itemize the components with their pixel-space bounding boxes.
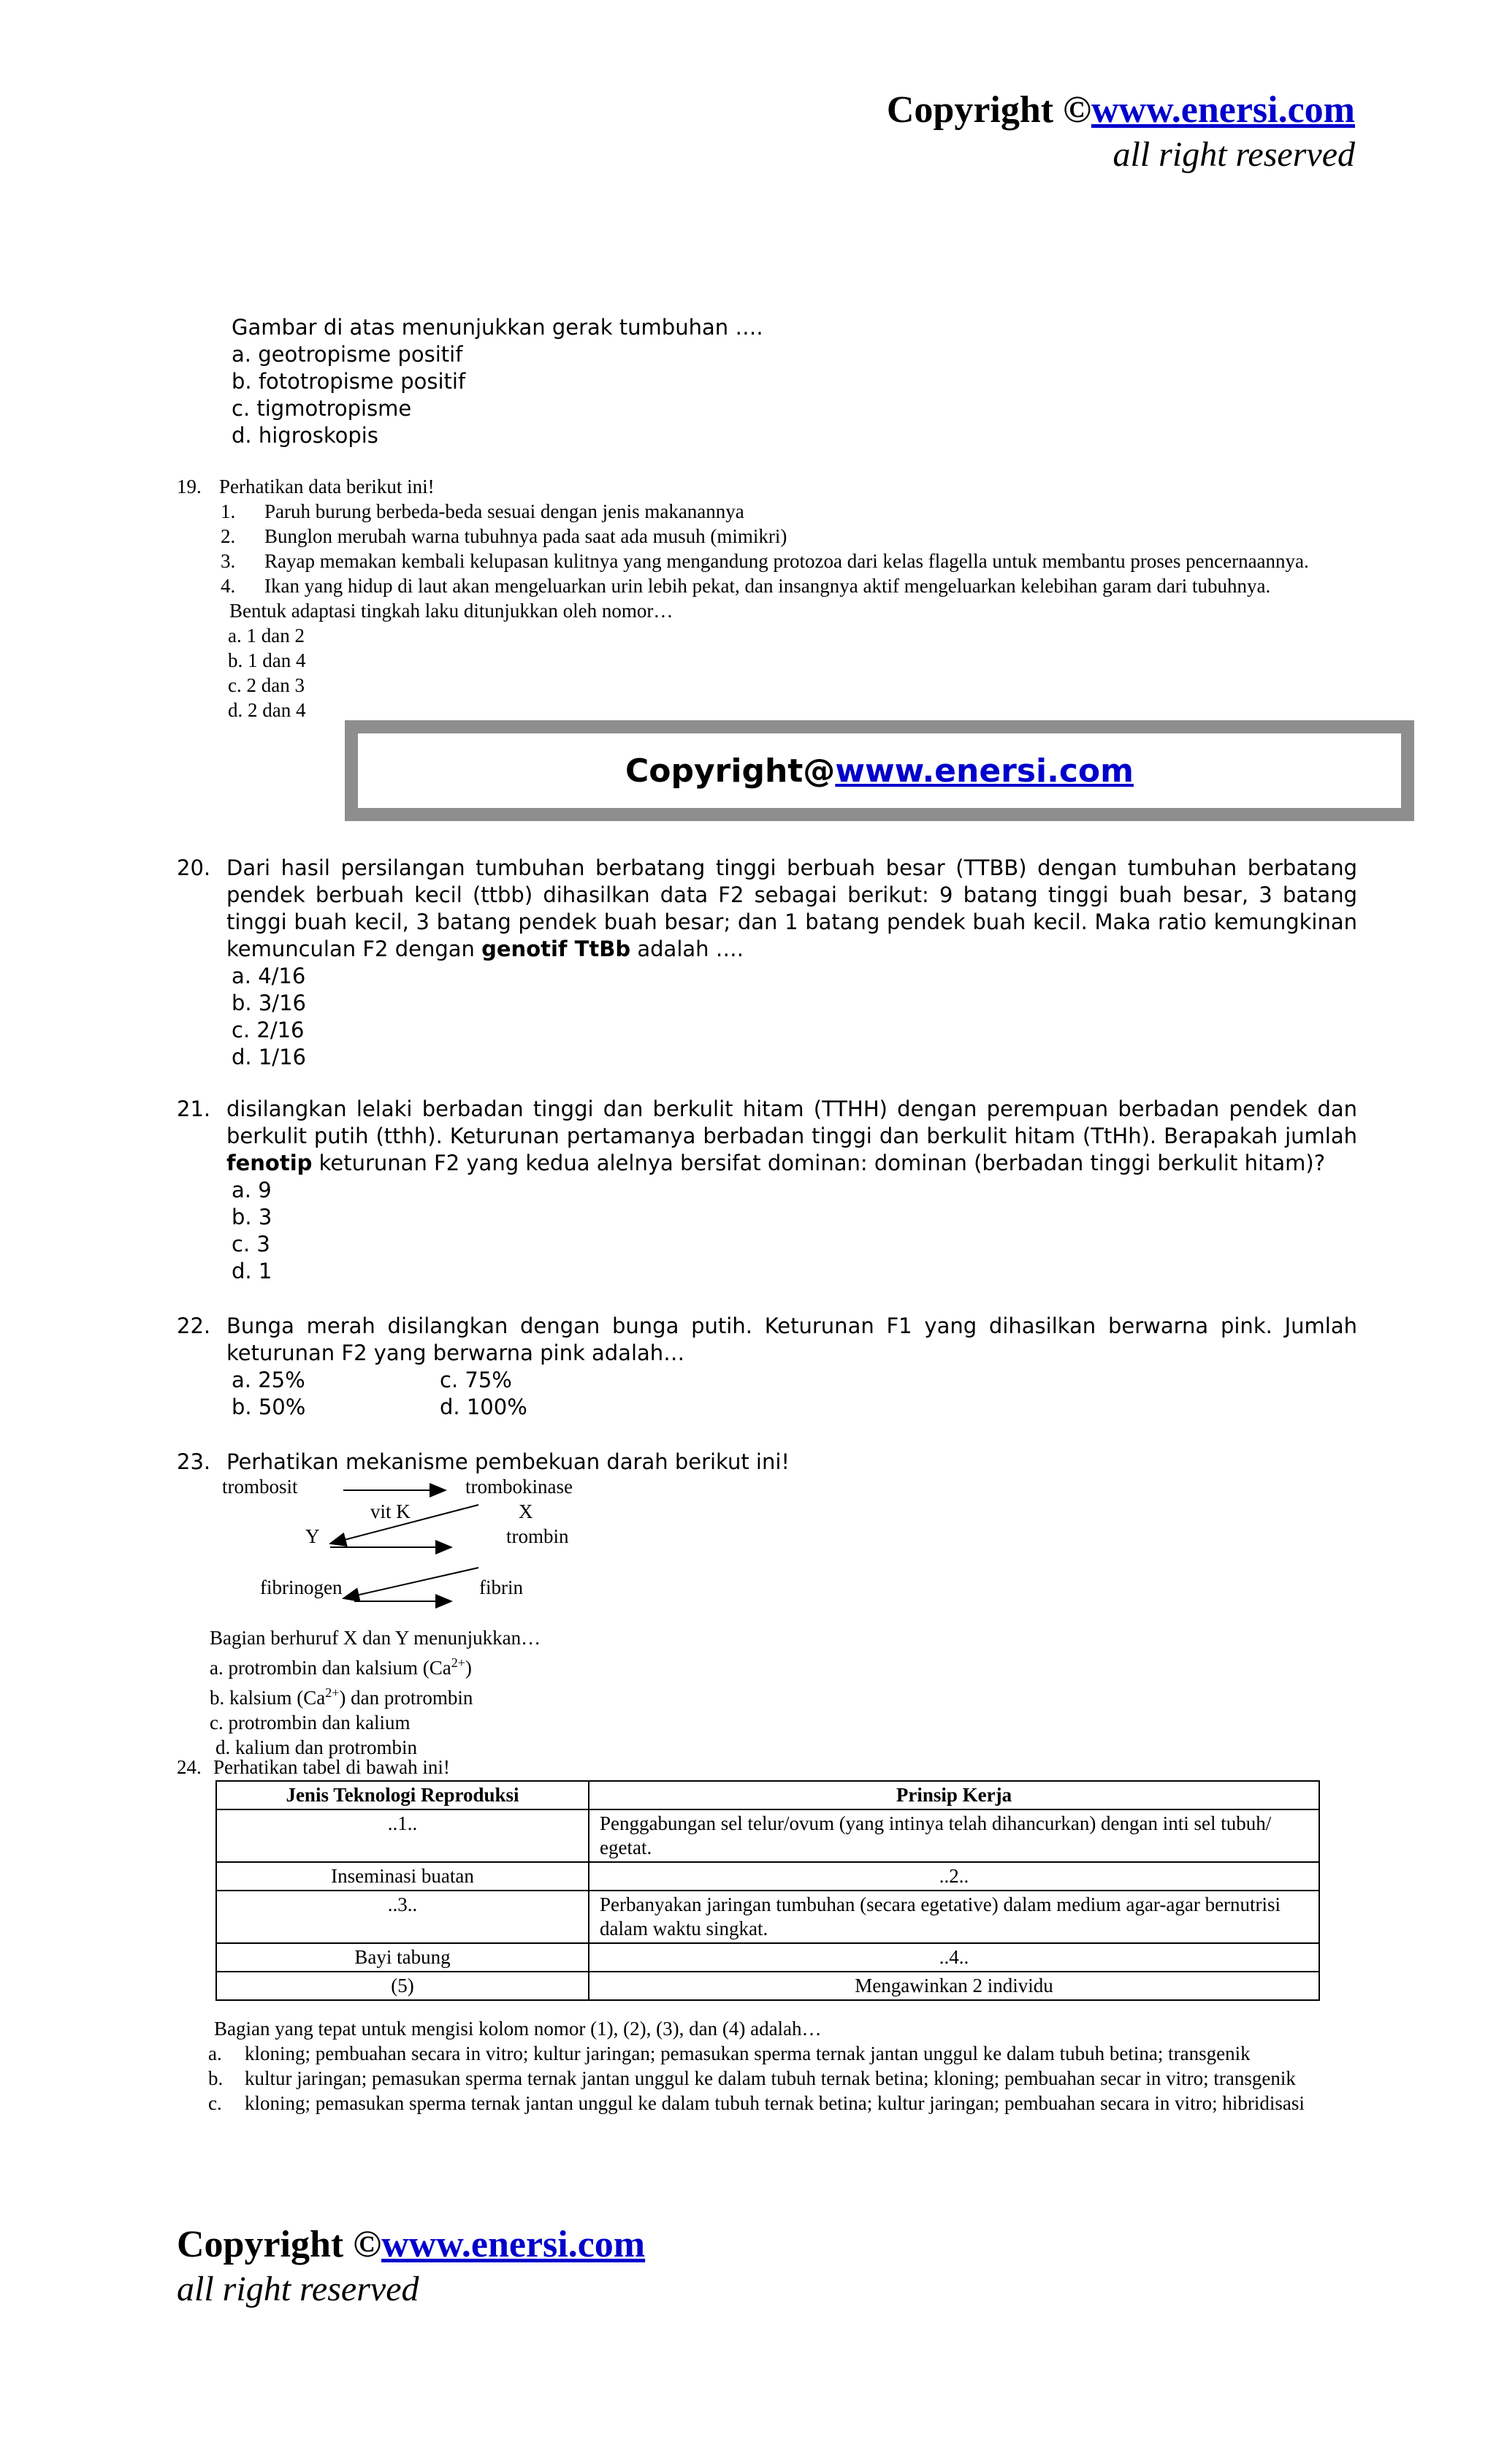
question-number: 23. (177, 1449, 211, 1474)
question-stem: Perhatikan data berikut ini! (219, 476, 435, 497)
option-c: c. protrombin dan kalium (210, 1712, 411, 1733)
table-cell: ..2.. (589, 1862, 1319, 1891)
label-trombokinase: trombokinase (465, 1476, 573, 1498)
table-cell: ..4.. (589, 1943, 1319, 1972)
option-d: d. 1 (232, 1259, 272, 1284)
table-row (216, 1809, 1319, 1862)
copyright-line: Copyright ©www.enersi.com (886, 89, 1355, 131)
option-c: c. tigmotropisme (232, 396, 412, 421)
list-item: 1. Paruh burung berbeda-beda sesuai dengan jenis makanannya (221, 500, 744, 522)
option-c: c. 2 dan 3 (228, 674, 305, 696)
option-b: b. kalsium $(Ca^{2+})$ dan protrombin (210, 1685, 473, 1709)
question-23-options (210, 1625, 541, 1760)
option-a: a. 1 dan 2 (228, 625, 305, 646)
question-24-stem (177, 1755, 450, 1780)
option-d: d. 2 dan 4 (228, 699, 306, 721)
table-cell: Inseminasi buatan (216, 1862, 589, 1891)
option-c: c. 75% (440, 1368, 512, 1392)
option-b: b. 50% (232, 1395, 306, 1419)
table-cell: Penggabungan sel telur/ovum (yang intinya telah dihancurkan) dengan inti sel tubuh/ egetat. (589, 1809, 1319, 1862)
header-copyright-top (887, 86, 1355, 175)
watermark-text: Copyright@ www.enersi.com (358, 733, 1401, 808)
table-cell: Perbanyakan jaringan tumbuhan (secara egetative) dalam medium agar-agar bernutrisi dalam waktu singkat. (589, 1891, 1319, 1943)
label-fibrinogen: fibrinogen (260, 1576, 343, 1598)
label-vitk: vit K (370, 1500, 411, 1522)
option-d: d. higroskopis (232, 423, 378, 448)
table-cell: Bayi tabung (216, 1943, 589, 1972)
table-row (216, 1862, 1319, 1891)
question-prompt: Bagian berhuruf X dan Y menunjukkan… (210, 1627, 541, 1649)
question-stem: disilangkan lelaki berbadan tinggi dan berkulit hitam (TTHH) dengan perempuan berbadan pendek dan berkulit putih (tthh). Keturunan pertamanya berbadan tinggi dan berkulit hitam (TtHh). Berapakah jumlah fenotip keturunan F2 yang kedua alelnya bersifat dominan: dominan (berbadan tinggi berkulit hitam)? (226, 1096, 1357, 1175)
table-cell: Mengawinkan 2 individu (589, 1972, 1319, 2000)
question-prompt: Bagian yang tepat untuk mengisi kolom nomor (1), (2), (3), dan (4) adalah… (214, 2018, 822, 2040)
question-24-options (208, 2016, 1357, 2116)
question-stem: Bunga merah disilangkan dengan bunga putih. Keturunan F1 yang dihasilkan berwarna pink. Jumlah keturunan F2 yang berwarna pink adalah… (226, 1313, 1357, 1365)
label-trombosit: trombosit (222, 1476, 298, 1498)
label-y: Y (305, 1525, 320, 1547)
options-row (232, 1367, 1357, 1394)
arrow-x-y (330, 1505, 478, 1544)
header-copyright-bottom (177, 2221, 645, 2310)
option-a: a. protrombin dan kalsium $(Ca^{2+})$ (210, 1655, 472, 1679)
rights-line: all right reserved (177, 2270, 419, 2308)
option-a: a. 25% (232, 1368, 305, 1392)
list-item: 2. Bunglon merubah warna tubuhnya pada saat ada musuh (mimikri) (221, 525, 787, 547)
question-number: 20. (177, 855, 211, 880)
table-cell: ..3.. (216, 1891, 589, 1943)
question-22 (177, 1313, 1357, 1421)
table-cell: (5) (216, 1972, 589, 2000)
reproduction-table (215, 1780, 1320, 2001)
question-stem: Perhatikan tabel di bawah ini! (213, 1756, 450, 1778)
list-item: 4. Ikan yang hidup di laut akan mengeluarkan urin lebih pekat, dan insangnya aktif mengeluarkan kelebihan garam dari tubuhnya. (221, 575, 1271, 597)
question-20 (177, 855, 1357, 1071)
label-trombin: trombin (506, 1525, 569, 1547)
question-stem: Perhatikan mekanisme pembekuan darah berikut ini! (226, 1449, 790, 1474)
watermark-link[interactable]: www.enersi.com (835, 752, 1134, 790)
option-d: d. 1/16 (232, 1045, 306, 1069)
option-d: d. kalium dan protrombin (215, 1736, 417, 1758)
enersi-link[interactable]: www.enersi.com (1091, 89, 1355, 131)
column-header: Jenis Teknologi Reproduksi (216, 1781, 589, 1809)
table-header-row (216, 1781, 1319, 1809)
question-number: 22. (177, 1313, 211, 1338)
question-stem: Dari hasil persilangan tumbuhan berbatang tinggi berbuah besar (TTBB) dengan tumbuhan berbatang pendek berbuah kecil (ttbb) dihasilkan data F2 sebagai berikut: 9 batang tinggi buah besar, 3 batang tinggi buah kecil, 3 batang pendek buah besar; dan 1 batang pendek buah kecil. Maka ratio kemungkinan kemunculan F2 dengan genotif TtBb adalah …. (226, 855, 1357, 961)
question-number: 24. (177, 1756, 202, 1778)
table-row (216, 1972, 1319, 2000)
watermark-box (345, 720, 1414, 821)
question-23-stem (177, 1449, 790, 1476)
enersi-link[interactable]: www.enersi.com (381, 2224, 646, 2265)
option-b: b. 3/16 (232, 991, 306, 1015)
option-a: a. 4/16 (232, 964, 306, 988)
option-b: b. 3 (232, 1205, 272, 1229)
label-x: X (519, 1500, 533, 1522)
table-row (216, 1943, 1319, 1972)
question-21 (177, 1096, 1357, 1285)
rights-line: all right reserved (1113, 135, 1355, 174)
arrow-trombin-fibrinogen (343, 1568, 478, 1598)
question-prompt: Bentuk adaptasi tingkah laku ditunjukkan oleh nomor… (229, 600, 673, 622)
question-number: 19. (177, 476, 202, 497)
column-header: Prinsip Kerja (589, 1781, 1319, 1809)
options-row (232, 1394, 1357, 1421)
option-a: a. 9 (232, 1178, 272, 1202)
list-item: 3. Rayap memakan kembali kelupasan kulitnya yang mengandung protozoa dari kelas flagella untuk membantu proses pencernaannya. (221, 550, 1309, 572)
option-a: a. kloning; pembuahan secara in vitro; kultur jaringan; pemasukan sperma ternak jantan unggul ke dalam tubuh betina; transgenik (208, 2042, 1251, 2064)
question-number: 21. (177, 1096, 211, 1121)
option-b: b. kultur jaringan; pemasukan sperma ternak jantan unggul ke dalam tubuh ternak betina; kloning; pembuahan secar in vitro; transgenik (208, 2067, 1296, 2089)
option-c: c. kloning; pemasukan sperma ternak jantan unggul ke dalam tubuh ternak betina; kultur jaringan; pembuahan secara in vitro; hibridisasi (208, 2092, 1305, 2114)
option-a: a. geotropisme positif (232, 342, 463, 367)
question-stem: Gambar di atas menunjukkan gerak tumbuhan …. (232, 315, 763, 340)
copyright-line: Copyright ©www.enersi.com (177, 2224, 646, 2265)
diagram-arrows (219, 1474, 628, 1613)
question-18-tail (232, 314, 763, 449)
label-fibrin: fibrin (479, 1576, 523, 1598)
question-19 (177, 474, 1357, 722)
option-d: d. 100% (440, 1395, 527, 1419)
table-row (216, 1891, 1319, 1943)
option-c: c. 2/16 (232, 1018, 305, 1042)
option-c: c. 3 (232, 1232, 270, 1256)
option-b: b. fototropisme positif (232, 369, 466, 394)
table-cell: ..1.. (216, 1809, 589, 1862)
option-b: b. 1 dan 4 (228, 649, 306, 671)
clotting-diagram (219, 1474, 628, 1613)
